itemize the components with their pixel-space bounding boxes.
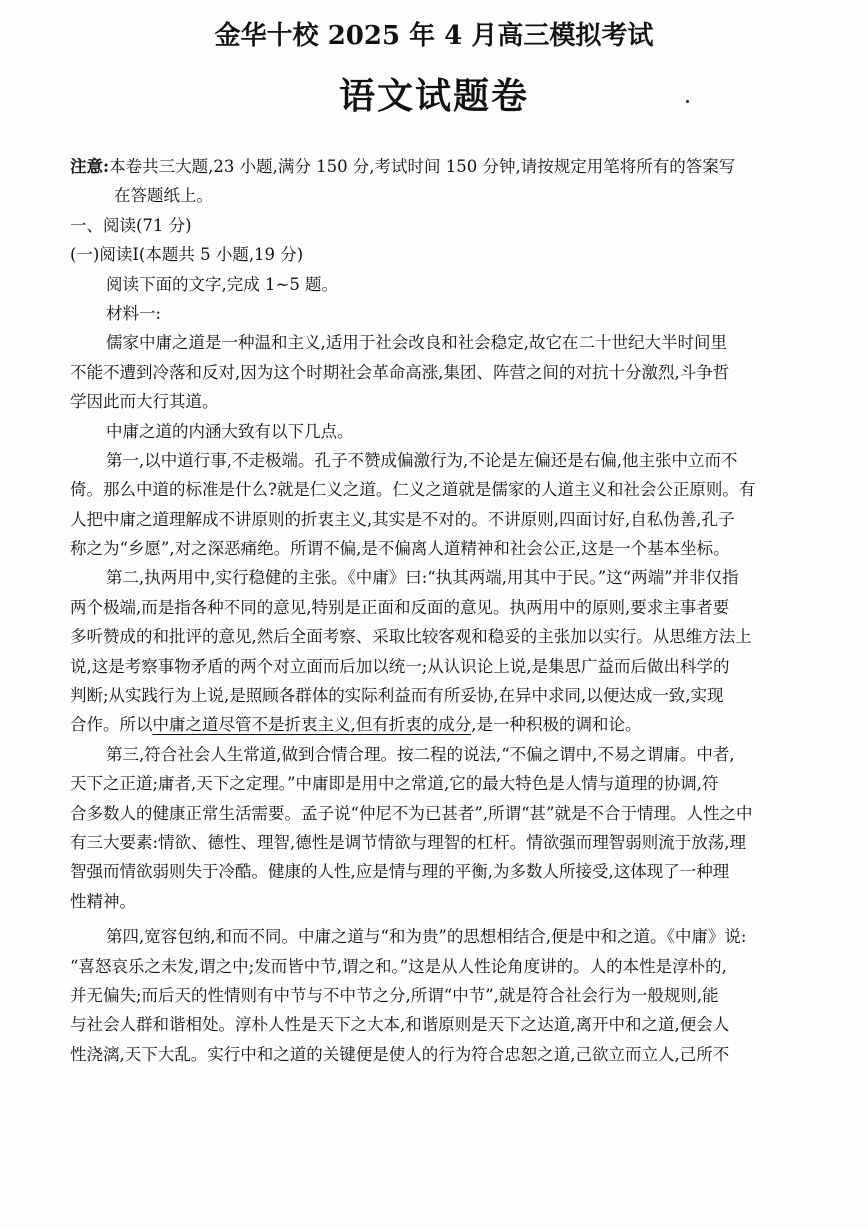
subsection-title: (一)阅读Ⅰ(本题共 5 小题,19 分) xyxy=(70,245,304,265)
paragraph-4-suffix: ,是一种积极的调和论。 xyxy=(471,715,642,735)
paragraph-4-line: 说,这是考察事物矛盾的两个对立面而后加以统一;从认识论上说,是集思广益而后做出科学的 xyxy=(70,656,730,676)
paragraph-1-line: 不能不遭到冷落和反对,因为这个时期社会革命高涨,集团、阵营之间的对抗十分激烈,斗争哲 xyxy=(70,362,730,382)
paragraph-5-line: 智强而情欲弱则失于冷酷。健康的人性,应是情与理的平衡,为多数人所接受,这体现了一种理 xyxy=(70,862,730,882)
subject-title: 语文试题卷 xyxy=(338,75,529,117)
paragraph-3-line: 第一,以中道行事,不走极端。孔子不赞成偏激行为,不论是左偏还是右偏,他主张中立而不 xyxy=(106,450,738,470)
paragraph-3-line: 人把中庸之道理解成不讲原则的折衷主义,其实是不对的。不讲原则,四面讨好,自私伪善,孔子 xyxy=(70,509,735,529)
paragraph-6-line: 性浇漓,天下大乱。实行中和之道的关键便是使人的行为符合忠恕之道,己欲立而立人,己所不 xyxy=(70,1044,730,1064)
notice-label: 注意: xyxy=(70,157,110,176)
notice-text: 本卷共三大题,23 小题,满分 150 分,考试时间 150 分钟,请按规定用笔将所有的答案写 xyxy=(109,157,736,176)
underlined-sentence: 中庸之道尽管不是折衷主义,但有折衷的成分 xyxy=(152,715,472,735)
paragraph-2-line: 中庸之道的内涵大致有以下几点。 xyxy=(106,421,354,441)
notice-line-1 xyxy=(70,152,828,181)
paragraph-6-line: 并无偏失;而后天的性情则有中节与不中节之分,所谓“中节”,就是符合社会行为一般规则,能 xyxy=(70,985,719,1005)
paragraph-6-line: 第四,宽容包纳,和而不同。中庸之道与“和为贵”的思想相结合,便是中和之道。《中庸》说: xyxy=(106,927,747,947)
paragraph-6-line: 与社会人群和谐相处。淳朴人性是天下之大本,和谐原则是天下之达道,离开中和之道,便会人 xyxy=(70,1015,730,1035)
reading-instruction: 阅读下面的文字,完成 1~5 题。 xyxy=(106,274,339,294)
paragraph-4-line: 判断;从实践行为上说,是照顾各群体的实际利益而有所妥协,在异中求同,以便达成一致,实现 xyxy=(70,686,724,706)
paragraph-6-line: “喜怒哀乐之未发,谓之中;发而皆中节,谓之和。”这是从人性论角度讲的。人的本性是淳朴的, xyxy=(70,956,727,976)
paragraph-5-line: 性精神。 xyxy=(70,891,136,911)
paragraph-5-line: 第三,符合社会人生常道,做到合情合理。按二程的说法,“不偏之谓中,不易之谓庸。中者, xyxy=(106,744,735,764)
paragraph-4-line: 第二,执两用中,实行稳健的主张。《中庸》曰:“执其两端,用其中于民。”这“两端”并非仅指 xyxy=(106,568,739,588)
paragraph-3-line: 倚。那么中道的标准是什么?就是仁义之道。仁义之道就是儒家的人道主义和社会公正原则。有 xyxy=(70,480,756,500)
paragraph-4-line: 多听赞成的和批评的意见,然后全面考察、采取比较客观和稳妥的主张加以实行。从思维方法上 xyxy=(70,627,752,647)
paragraph-5-line: 合多数人的健康正常生活需要。孟子说“仲尼不为已甚者”,所谓“甚”就是不合于情理。人性之中 xyxy=(70,803,753,823)
exam-title: 金华十校 2025 年 4 月高三模拟考试 xyxy=(214,21,654,51)
exam-content xyxy=(70,152,828,1069)
speck-mark xyxy=(686,100,689,103)
section-title: 一、阅读(71 分) xyxy=(70,215,192,235)
paragraph-5-line: 有三大要素:情欲、德性、理智,德性是调节情欲与理智的杠杆。情欲强而理智弱则流于放荡,理 xyxy=(70,832,747,852)
paragraph-5-line: 天下之正道;庸者,天下之定理。”中庸即是用中之常道,它的最大特色是人情与道理的协调,符 xyxy=(70,774,719,794)
paragraph-1-line: 学因此而大行其道。 xyxy=(70,392,219,412)
paragraph-4-line: 两个极端,而是指各种不同的意见,特别是正面和反面的意见。执两用中的原则,要求主事者要 xyxy=(70,597,730,617)
paragraph-3-line: 称之为“乡愿”,对之深恶痛绝。所谓不偏,是不偏离人道精神和社会公正,这是一个基本坐标。 xyxy=(70,539,730,559)
notice-line-2: 在答题纸上。 xyxy=(114,186,213,206)
paragraph-4-prefix: 合作。所以 xyxy=(70,715,153,735)
material-label: 材料一: xyxy=(106,303,162,323)
paragraph-1-line: 儒家中庸之道是一种温和主义,适用于社会改良和社会稳定,故它在二十世纪大半时间里 xyxy=(106,333,727,353)
paragraph-4-last-line xyxy=(70,710,828,739)
